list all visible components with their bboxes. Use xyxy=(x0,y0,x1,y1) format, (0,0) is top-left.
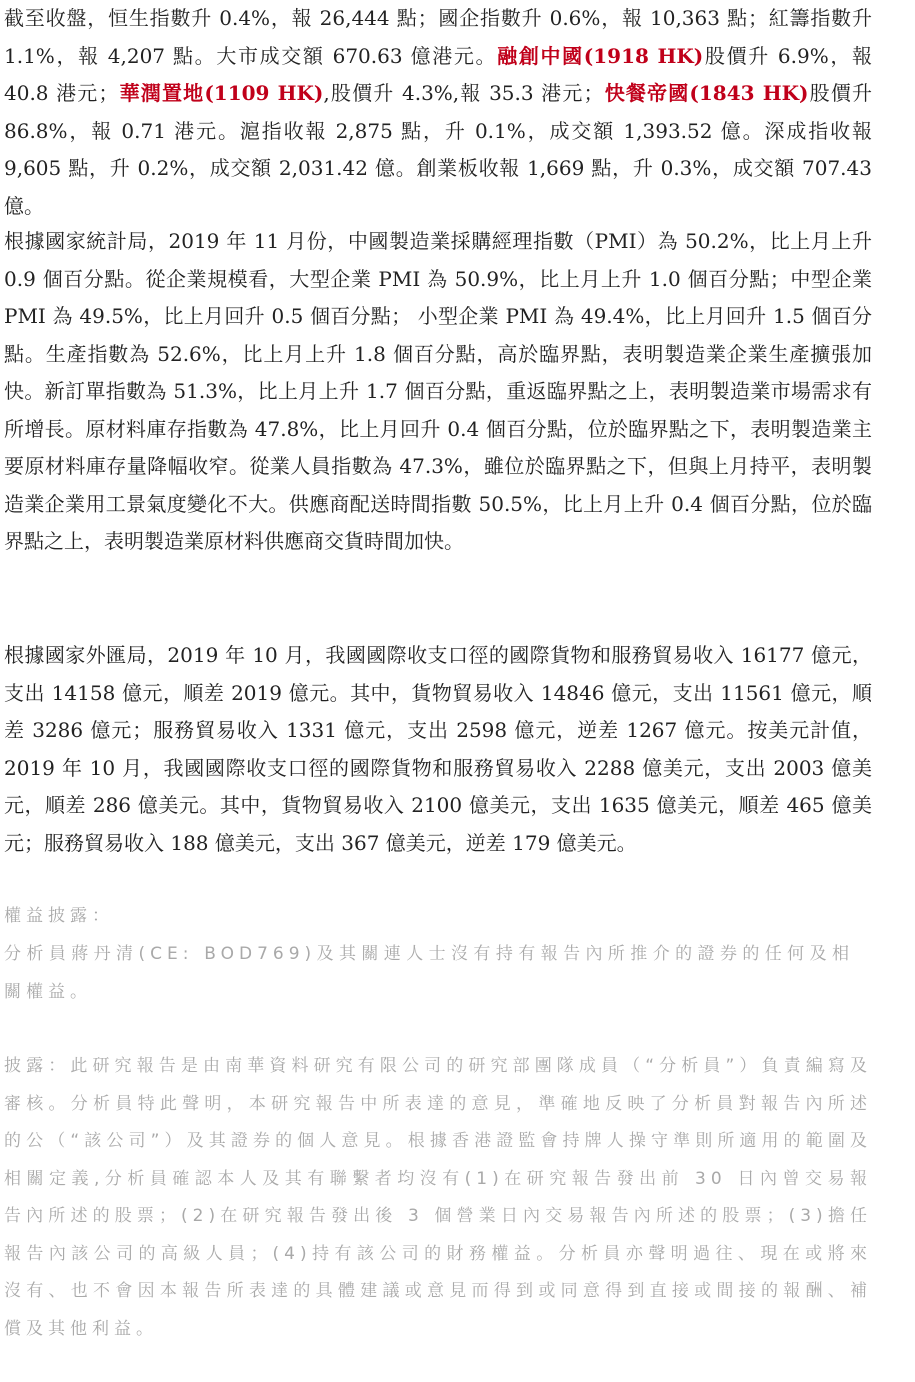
market-summary-paragraph xyxy=(4,0,872,225)
pmi-paragraph: 根據國家統計局，2019 年 11 月份，中國製造業採購經理指數（PMI）為 50.2%，比上月上升 0.9 個百分點。從企業規模看，大型企業 PMI 為 50.9%，比上月上升 1.0 個百分點；中型企業 PMI 為 49.5%，比上月回升 0.5 個百分點； 小型企業 PMI 為 49.4%，比上月回升 1.5 個百分點。生產指數為 52.6%，比上月上升 1.8 個百分點，高於臨界點，表明製造業企業生產擴張加快。新訂單指數為 51.3%，比上月上升 1.7 個百分點，重返臨界點之上，表明製造業市場需求有所增長。原材料庫存指數為 47.8%，比上月回升 0.4 個百分點，位於臨界點之下，表明製造業主要原材料庫存量降幅收窄。從業人員指數為 47.3%，雖位於臨界點之下，但與上月持平，表明製造業企業用工景氣度變化不大。供應商配送時間指數 50.5%，比上月上升 0.4 個百分點，位於臨界點之上，表明製造業原材料供應商交貨時間加快。 xyxy=(4,229,872,553)
market-summary-text-4: 股價升 86.8%，報 0.71 港元。滬指收報 2,875 點，升 0.1%，成交額 1,393.52 億。深成指收報 9,605 點，升 0.2%，成交額 2,031.42 億。創業板收報 1,669 點，升 0.3%，成交額 707.43 億。 xyxy=(4,81,872,218)
stock-name-cr-land: 華潤置地(1109 HK) xyxy=(118,81,324,105)
disclaimer-paragraph: 披露：此研究報告是由南華資料研究有限公司的研究部團隊成員（“分析員”）負責編寫及審核。分析員特此聲明，本研究報告中所表達的意見，準確地反映了分析員對報告內所述的公（“該公司”）及其證券的個人意見。根據香港證監會持牌人操守準則所適用的範圍及相關定義,分析員確認本人及其有聯繫者均沒有(1)在研究報告發出前 30 日內曾交易報告內所述的股票；(2)在研究報告發出後 3 個營業日內交易報告內所述的股票；(3)擔任報告內該公司的高級人員；(4)持有該公司的財務權益。分析員亦聲明過往、現在或將來沒有、也不會因本報告所表達的具體建議或意見而得到或同意得到直接或間接的報酬、補償及其他利益。 xyxy=(4,1056,872,1339)
trade-paragraph: 根據國家外匯局，2019 年 10 月，我國國際收支口徑的國際貨物和服務貿易收入 16177 億元，支出 14158 億元，順差 2019 億元。其中，貨物貿易收入 14846 億元，支出 11561 億元，順差 3286 億元；服務貿易收入 1331 億元，支出 2598 億元，逆差 1267 億元。按美元計值，2019 年 10 月，我國國際收支口徑的國際貨物和服務貿易收入 2288 億美元，支出 2003 億美元，順差 286 億美元。其中，貨物貿易收入 2100 億美元，支出 1635 億美元，順差 465 億美元；服務貿易收入 188 億美元，支出 367 億美元，逆差 179 億美元。 xyxy=(4,643,872,855)
market-summary-text-3: ,股價升 4.3%,報 35.3 港元； xyxy=(323,81,604,105)
interest-disclosure-body: 分析員蔣丹清(CE: BOD769)及其關連人士沒有持有報告內所推介的證券的任何及相關權益。 xyxy=(4,944,854,1002)
market-summary-text-1: 截至收盤，恒生指數升 0.4%，報 26,444 點；國企指數升 0.6%，報 10,363 點；紅籌指數升 1.1%，報 4,207 點。大市成交額 670.63 億港元。 xyxy=(4,6,872,68)
interest-disclosure-title: 權益披露： xyxy=(4,906,114,926)
stock-name-sunac: 融創中國(1918 HK) xyxy=(497,43,704,68)
market-summary-text-2: 股價升 6.9%，報 40.8 港元； xyxy=(4,43,872,105)
stock-name-fast-food-empire: 快餐帝國(1843 HK) xyxy=(603,81,809,105)
